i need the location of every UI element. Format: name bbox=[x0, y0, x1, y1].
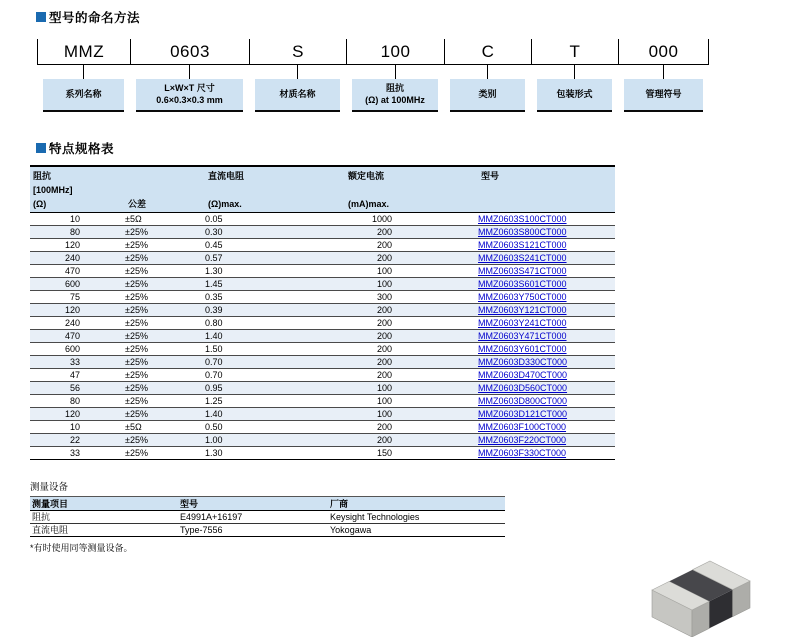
rated-current-cell: 150 bbox=[376, 448, 392, 458]
spec-table-row bbox=[30, 343, 615, 356]
part-number-link[interactable]: MMZ0603S601CT000 bbox=[478, 279, 567, 289]
part-number-cell bbox=[478, 408, 615, 421]
segment-label-line1: 包装形式 bbox=[556, 88, 593, 99]
tolerance-cell: ±25% bbox=[125, 279, 148, 289]
impedance-cell: 10 bbox=[69, 214, 80, 224]
naming-title-text: 型号的命名方法 bbox=[49, 11, 141, 25]
spec-table-row bbox=[30, 369, 615, 382]
segment-code: MMZ bbox=[37, 39, 130, 65]
impedance-cell: 470 bbox=[64, 331, 80, 341]
spec-table-row bbox=[30, 317, 615, 330]
spec-table-row bbox=[30, 356, 615, 369]
rated-current-cell: 200 bbox=[376, 435, 392, 445]
tolerance-cell: ±25% bbox=[125, 344, 148, 354]
dc-resistance-cell: 1.50 bbox=[205, 344, 223, 354]
rated-current-cell: 100 bbox=[376, 409, 392, 419]
part-number-cell bbox=[478, 330, 615, 343]
dc-resistance-cell: 1.40 bbox=[205, 409, 223, 419]
segment-connector-line bbox=[249, 65, 346, 79]
segment-label-box bbox=[537, 79, 612, 112]
segment-label-line2: 0.6×0.3×0.3 mm bbox=[156, 94, 223, 105]
meas-item-cell: 直流电阻 bbox=[32, 525, 69, 535]
dc-resistance-cell: 1.40 bbox=[205, 331, 223, 341]
impedance-cell: 80 bbox=[69, 396, 80, 406]
segment-connector-line bbox=[618, 65, 709, 79]
dc-resistance-cell: 1.00 bbox=[205, 435, 223, 445]
part-number-cell bbox=[478, 278, 615, 291]
meas-model-cell: Type-7556 bbox=[180, 525, 223, 535]
spec-title-text: 特点规格表 bbox=[49, 142, 115, 156]
tolerance-cell: ±25% bbox=[125, 227, 148, 237]
col-dc-resistance-header: 直流电阻 (Ω)max. bbox=[208, 171, 245, 209]
spec-table-row bbox=[30, 421, 615, 434]
col-rated-current-header: 额定电流 (mA)max. bbox=[348, 171, 390, 209]
part-number-cell bbox=[478, 304, 615, 317]
meas-model-header: 型号 bbox=[180, 499, 199, 509]
impedance-cell: 120 bbox=[64, 409, 80, 419]
impedance-cell: 33 bbox=[69, 448, 80, 458]
impedance-cell: 120 bbox=[64, 240, 80, 250]
impedance-cell: 240 bbox=[64, 318, 80, 328]
part-number-link[interactable]: MMZ0603D800CT000 bbox=[478, 396, 568, 406]
part-number-cell bbox=[478, 343, 615, 356]
part-number-cell bbox=[478, 434, 615, 447]
chip-ferrite-bead-image bbox=[638, 551, 772, 637]
rated-current-cell: 200 bbox=[376, 227, 392, 237]
tolerance-cell: ±25% bbox=[125, 383, 148, 393]
tolerance-cell: ±25% bbox=[125, 305, 148, 315]
impedance-cell: 75 bbox=[69, 292, 80, 302]
dc-resistance-cell: 0.35 bbox=[205, 292, 223, 302]
spec-table-row bbox=[30, 395, 615, 408]
part-number-link[interactable]: MMZ0603D330CT000 bbox=[478, 357, 568, 367]
measurement-table-row bbox=[30, 524, 505, 537]
part-number-cell bbox=[478, 291, 615, 304]
segment-label-line1: 阻抗 bbox=[385, 82, 404, 93]
tolerance-cell: ±25% bbox=[125, 357, 148, 367]
segment-label-box bbox=[255, 79, 340, 112]
spec-table-row bbox=[30, 382, 615, 395]
dc-resistance-cell: 0.57 bbox=[205, 253, 223, 263]
spec-table bbox=[30, 165, 615, 460]
part-number-link[interactable]: MMZ0603Y241CT000 bbox=[478, 318, 567, 328]
meas-vendor-header: 厂商 bbox=[330, 499, 349, 509]
part-number-cell bbox=[478, 369, 615, 382]
part-number-cell bbox=[478, 265, 615, 278]
meas-item-header: 测量项目 bbox=[32, 499, 69, 509]
rated-current-cell: 1000 bbox=[371, 214, 392, 224]
part-number-cell bbox=[478, 447, 615, 460]
part-number-link[interactable]: MMZ0603S800CT000 bbox=[478, 227, 567, 237]
section-bullet-square bbox=[36, 12, 46, 22]
dc-resistance-cell: 0.39 bbox=[205, 305, 223, 315]
rated-current-cell: 200 bbox=[376, 305, 392, 315]
part-number-cell bbox=[478, 226, 615, 239]
part-number-link[interactable]: MMZ0603S100CT000 bbox=[478, 214, 567, 224]
rated-current-cell: 200 bbox=[376, 240, 392, 250]
section-bullet-square bbox=[36, 143, 46, 153]
segment-code: 100 bbox=[346, 39, 444, 65]
rated-current-cell: 200 bbox=[376, 357, 392, 367]
part-number-segment bbox=[37, 39, 130, 112]
tolerance-cell: ±5Ω bbox=[125, 422, 142, 432]
impedance-cell: 600 bbox=[64, 279, 80, 289]
part-number-cell bbox=[478, 317, 615, 330]
segment-code: T bbox=[531, 39, 618, 65]
segment-label-box bbox=[352, 79, 438, 112]
part-number-link[interactable]: MMZ0603D121CT000 bbox=[478, 409, 568, 419]
dc-resistance-cell: 1.45 bbox=[205, 279, 223, 289]
part-number-link[interactable]: MMZ0603S241CT000 bbox=[478, 253, 567, 263]
segment-label-line1: 系列名称 bbox=[65, 88, 102, 99]
part-number-link[interactable]: MMZ0603Y471CT000 bbox=[478, 331, 567, 341]
segment-label-line1: 类别 bbox=[478, 88, 497, 99]
spec-table-row bbox=[30, 265, 615, 278]
part-number-segment bbox=[346, 39, 444, 112]
part-number-segment bbox=[531, 39, 618, 112]
tolerance-cell: ±25% bbox=[125, 396, 148, 406]
segment-connector-line bbox=[130, 65, 249, 79]
measurement-table bbox=[30, 496, 505, 537]
tolerance-cell: ±5Ω bbox=[125, 214, 142, 224]
impedance-cell: 470 bbox=[64, 266, 80, 276]
segment-connector-line bbox=[444, 65, 531, 79]
tolerance-cell: ±25% bbox=[125, 370, 148, 380]
part-number-cell bbox=[478, 213, 615, 226]
part-number-link[interactable]: MMZ0603D470CT000 bbox=[478, 370, 568, 380]
part-number-cell bbox=[478, 239, 615, 252]
rated-current-cell: 100 bbox=[376, 266, 392, 276]
impedance-cell: 22 bbox=[69, 435, 80, 445]
segment-code: S bbox=[249, 39, 346, 65]
part-number-link[interactable]: MMZ0603Y121CT000 bbox=[478, 305, 567, 315]
dc-resistance-cell: 1.30 bbox=[205, 266, 223, 276]
tolerance-cell: ±25% bbox=[125, 318, 148, 328]
segment-connector-line bbox=[37, 65, 130, 79]
part-number-cell bbox=[478, 356, 615, 369]
part-number-segment bbox=[618, 39, 709, 112]
segment-code: C bbox=[444, 39, 531, 65]
impedance-cell: 240 bbox=[64, 253, 80, 263]
rated-current-cell: 200 bbox=[376, 344, 392, 354]
dc-resistance-cell: 0.05 bbox=[205, 214, 223, 224]
spec-table-row bbox=[30, 278, 615, 291]
spec-section bbox=[30, 139, 788, 460]
rated-current-cell: 200 bbox=[376, 318, 392, 328]
col-tolerance-header: 公差 bbox=[128, 199, 147, 209]
rated-current-cell: 200 bbox=[376, 253, 392, 263]
rated-current-cell: 100 bbox=[376, 383, 392, 393]
dc-resistance-cell: 1.25 bbox=[205, 396, 223, 406]
impedance-cell: 80 bbox=[69, 227, 80, 237]
part-number-cell bbox=[478, 382, 615, 395]
part-number-link[interactable]: MMZ0603S121CT000 bbox=[478, 240, 567, 250]
dc-resistance-cell: 0.70 bbox=[205, 370, 223, 380]
part-number-link[interactable]: MMZ0603F220CT000 bbox=[478, 435, 567, 445]
tolerance-cell: ±25% bbox=[125, 448, 148, 458]
spec-section-title bbox=[36, 139, 788, 157]
spec-table-row bbox=[30, 291, 615, 304]
spec-table-row bbox=[30, 330, 615, 343]
segment-label-line1: L×W×T 尺寸 bbox=[164, 82, 215, 93]
dc-resistance-cell: 1.30 bbox=[205, 448, 223, 458]
segment-code: 000 bbox=[618, 39, 709, 65]
tolerance-cell: ±25% bbox=[125, 240, 148, 250]
rated-current-cell: 200 bbox=[376, 331, 392, 341]
impedance-cell: 120 bbox=[64, 305, 80, 315]
col-impedance-header: 阻抗 [100MHz] (Ω) bbox=[33, 171, 73, 209]
part-number-link[interactable]: MMZ0603D560CT000 bbox=[478, 383, 568, 393]
dc-resistance-cell: 0.70 bbox=[205, 357, 223, 367]
tolerance-cell: ±25% bbox=[125, 435, 148, 445]
col-part-number-header: 型号 bbox=[481, 171, 500, 181]
measurement-table-header bbox=[30, 497, 505, 511]
dc-resistance-cell: 0.50 bbox=[205, 422, 223, 432]
segment-label-box bbox=[136, 79, 243, 112]
spec-table-row bbox=[30, 447, 615, 460]
spec-table-row bbox=[30, 252, 615, 265]
part-number-link[interactable]: MMZ0603S471CT000 bbox=[478, 266, 567, 276]
rated-current-cell: 200 bbox=[376, 422, 392, 432]
segment-label-box bbox=[43, 79, 124, 112]
measurement-title: 测量设备 bbox=[30, 482, 69, 493]
measurement-section bbox=[30, 479, 788, 554]
part-number-cell bbox=[478, 395, 615, 408]
rated-current-cell: 100 bbox=[376, 396, 392, 406]
spec-table-row bbox=[30, 304, 615, 317]
impedance-cell: 10 bbox=[69, 422, 80, 432]
spec-table-row bbox=[30, 408, 615, 421]
rated-current-cell: 100 bbox=[376, 279, 392, 289]
dc-resistance-cell: 0.30 bbox=[205, 227, 223, 237]
part-number-link[interactable]: MMZ0603F100CT000 bbox=[478, 422, 567, 432]
part-number-segment bbox=[130, 39, 249, 112]
segment-label-line1: 管理符号 bbox=[645, 88, 682, 99]
part-number-link[interactable]: MMZ0603F330CT000 bbox=[478, 448, 567, 458]
tolerance-cell: ±25% bbox=[125, 266, 148, 276]
naming-section-title bbox=[36, 8, 788, 26]
segment-label-box bbox=[624, 79, 703, 112]
dc-resistance-cell: 0.45 bbox=[205, 240, 223, 250]
tolerance-cell: ±25% bbox=[125, 331, 148, 341]
impedance-cell: 56 bbox=[69, 383, 80, 393]
measurement-table-row bbox=[30, 511, 505, 524]
segment-code: 0603 bbox=[130, 39, 249, 65]
segment-label-box bbox=[450, 79, 525, 112]
segment-label-line2: (Ω) at 100MHz bbox=[365, 94, 425, 105]
segment-connector-line bbox=[346, 65, 444, 79]
part-number-link[interactable]: MMZ0603Y601CT000 bbox=[478, 344, 567, 354]
tolerance-cell: ±25% bbox=[125, 292, 148, 302]
part-number-cell bbox=[478, 252, 615, 265]
meas-vendor-cell: Keysight Technologies bbox=[330, 512, 420, 522]
impedance-cell: 47 bbox=[69, 370, 80, 380]
spec-table-header bbox=[30, 166, 615, 213]
tolerance-cell: ±25% bbox=[125, 409, 148, 419]
segment-label-line1: 材质名称 bbox=[279, 88, 316, 99]
part-numbering-diagram bbox=[37, 39, 709, 112]
impedance-cell: 33 bbox=[69, 357, 80, 367]
dc-resistance-cell: 0.95 bbox=[205, 383, 223, 393]
measurement-footnote: *有时使用同等测量设备。 bbox=[30, 543, 133, 553]
rated-current-cell: 300 bbox=[376, 292, 392, 302]
dc-resistance-cell: 0.80 bbox=[205, 318, 223, 328]
spec-table-row bbox=[30, 434, 615, 447]
segment-connector-line bbox=[531, 65, 618, 79]
part-number-segment bbox=[249, 39, 346, 112]
meas-item-cell: 阻抗 bbox=[32, 512, 51, 522]
spec-table-row bbox=[30, 239, 615, 252]
spec-table-row bbox=[30, 226, 615, 239]
meas-vendor-cell: Yokogawa bbox=[330, 525, 372, 535]
part-number-link[interactable]: MMZ0603Y750CT000 bbox=[478, 292, 567, 302]
meas-model-cell: E4991A+16197 bbox=[180, 512, 243, 522]
part-number-cell bbox=[478, 421, 615, 434]
tolerance-cell: ±25% bbox=[125, 253, 148, 263]
impedance-cell: 600 bbox=[64, 344, 80, 354]
part-number-segment bbox=[444, 39, 531, 112]
spec-table-row bbox=[30, 213, 615, 226]
rated-current-cell: 200 bbox=[376, 370, 392, 380]
